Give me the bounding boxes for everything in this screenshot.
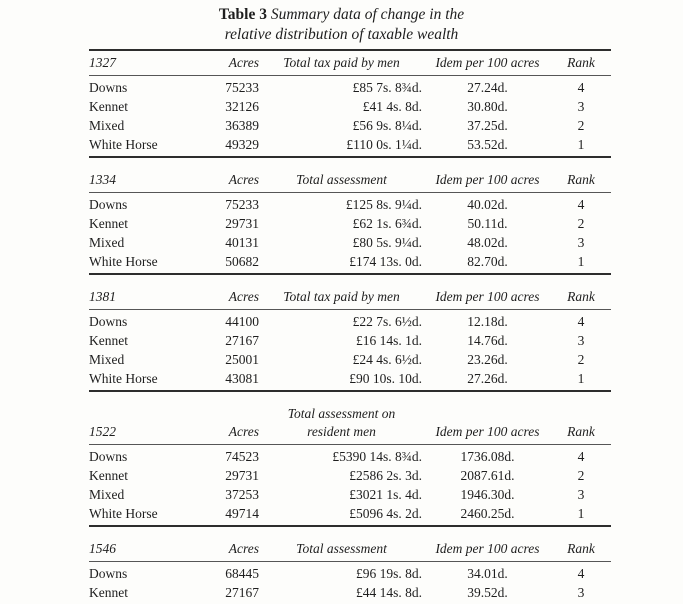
table-row bbox=[89, 350, 611, 369]
subtable bbox=[89, 285, 611, 392]
subtable bbox=[89, 537, 611, 604]
cell-amount: £22 7s. 6½d. bbox=[352, 314, 422, 329]
cell-amount: £16 14s. 1d. bbox=[355, 333, 422, 348]
cell-rank: 2 bbox=[577, 468, 585, 483]
cell-region: Downs bbox=[89, 566, 128, 581]
subtable-header-row bbox=[89, 285, 611, 310]
table-row bbox=[89, 97, 611, 116]
cell-amount: £24 4s. 6½d. bbox=[352, 352, 422, 367]
acres-header: Acres bbox=[228, 541, 259, 556]
cell-idem: 27.26d. bbox=[467, 371, 508, 386]
table-row bbox=[89, 564, 611, 583]
table-row bbox=[89, 252, 611, 271]
amount-header-line: Total assessment bbox=[296, 541, 387, 556]
cell-region: Downs bbox=[89, 314, 128, 329]
cell-rank: 4 bbox=[577, 566, 585, 581]
cell-region: Kennet bbox=[89, 333, 128, 348]
idem-header: Idem per 100 acres bbox=[435, 55, 540, 70]
cell-amount: £62 1s. 6¾d. bbox=[352, 216, 422, 231]
cell-amount: £80 5s. 9¼d. bbox=[352, 235, 422, 250]
amount-header bbox=[259, 171, 424, 189]
idem-header: Idem per 100 acres bbox=[435, 172, 540, 187]
idem-header: Idem per 100 acres bbox=[435, 541, 540, 556]
cell-idem: 39.52d. bbox=[467, 585, 508, 600]
cell-region: White Horse bbox=[89, 137, 158, 152]
cell-rank: 3 bbox=[577, 585, 585, 600]
cell-rank: 1 bbox=[577, 254, 585, 269]
amount-header-line: resident men bbox=[307, 424, 376, 439]
year-header: 1546 bbox=[89, 541, 116, 556]
table-row bbox=[89, 135, 611, 154]
table-row bbox=[89, 312, 611, 331]
table-row bbox=[89, 78, 611, 97]
cell-acres: 27167 bbox=[225, 585, 259, 600]
table-caption bbox=[0, 0, 683, 45]
cell-acres: 29731 bbox=[225, 468, 259, 483]
cell-amount: £5096 4s. 2d. bbox=[349, 506, 422, 521]
cell-acres: 49714 bbox=[225, 506, 259, 521]
cell-rank: 3 bbox=[577, 487, 585, 502]
idem-header: Idem per 100 acres bbox=[435, 289, 540, 304]
cell-idem: 2087.61d. bbox=[460, 468, 515, 483]
cell-region: Mixed bbox=[89, 352, 125, 367]
table-body bbox=[89, 193, 611, 273]
cell-amount: £85 7s. 8¾d. bbox=[352, 80, 422, 95]
acres-header: Acres bbox=[228, 55, 259, 70]
table-row bbox=[89, 116, 611, 135]
table-row bbox=[89, 195, 611, 214]
table-body bbox=[89, 76, 611, 156]
cell-acres: 32126 bbox=[225, 99, 259, 114]
cell-amount: £41 4s. 8d. bbox=[362, 99, 422, 114]
subtable-header-row bbox=[89, 537, 611, 562]
amount-header bbox=[259, 54, 424, 72]
cell-idem: 53.52d. bbox=[467, 137, 508, 152]
subtable-header-row bbox=[89, 51, 611, 76]
cell-amount: £174 13s. 0d. bbox=[349, 254, 422, 269]
table-row bbox=[89, 504, 611, 523]
cell-idem: 12.18d. bbox=[467, 314, 508, 329]
table-body bbox=[89, 445, 611, 525]
cell-acres: 75233 bbox=[225, 197, 259, 212]
cell-rank: 4 bbox=[577, 80, 585, 95]
caption-title-line-1: Summary data of change in the bbox=[270, 6, 465, 23]
cell-region: Kennet bbox=[89, 585, 128, 600]
cell-acres: 50682 bbox=[225, 254, 259, 269]
year-header: 1334 bbox=[89, 172, 116, 187]
cell-region: Kennet bbox=[89, 216, 128, 231]
cell-region: Kennet bbox=[89, 468, 128, 483]
caption-table-number: Table 3 bbox=[218, 6, 267, 23]
cell-idem: 27.24d. bbox=[467, 80, 508, 95]
year-header: 1522 bbox=[89, 424, 116, 439]
cell-acres: 37253 bbox=[225, 487, 259, 502]
cell-idem: 1946.30d. bbox=[460, 487, 515, 502]
cell-amount: £90 10s. 10d. bbox=[349, 371, 422, 386]
cell-region: Downs bbox=[89, 197, 128, 212]
table-row bbox=[89, 331, 611, 350]
amount-header-line: Total tax paid by men bbox=[283, 289, 400, 304]
acres-header: Acres bbox=[228, 289, 259, 304]
acres-header: Acres bbox=[228, 172, 259, 187]
cell-acres: 44100 bbox=[225, 314, 259, 329]
cell-idem: 23.26d. bbox=[467, 352, 508, 367]
cell-amount: £44 14s. 8d. bbox=[355, 585, 422, 600]
cell-region: Mixed bbox=[89, 487, 125, 502]
cell-region: Mixed bbox=[89, 235, 125, 250]
table-row bbox=[89, 583, 611, 602]
cell-rank: 2 bbox=[577, 352, 585, 367]
summary-tables bbox=[89, 49, 611, 604]
subtable bbox=[89, 49, 611, 158]
table-row bbox=[89, 214, 611, 233]
cell-idem: 37.25d. bbox=[467, 118, 508, 133]
cell-region: White Horse bbox=[89, 506, 158, 521]
cell-region: Downs bbox=[89, 449, 128, 464]
cell-region: White Horse bbox=[89, 371, 158, 386]
subtable bbox=[89, 402, 611, 527]
year-header: 1327 bbox=[89, 55, 116, 70]
cell-amount: £3021 1s. 4d. bbox=[349, 487, 422, 502]
cell-acres: 49329 bbox=[225, 137, 259, 152]
table-row bbox=[89, 369, 611, 388]
cell-rank: 1 bbox=[577, 371, 585, 386]
cell-rank: 4 bbox=[577, 449, 585, 464]
amount-header bbox=[259, 540, 424, 558]
rank-header: Rank bbox=[567, 541, 595, 556]
amount-header-line: Total assessment on bbox=[287, 406, 396, 421]
cell-region: Kennet bbox=[89, 99, 128, 114]
cell-amount: £96 19s. 8d. bbox=[355, 566, 422, 581]
table-row bbox=[89, 233, 611, 252]
table-body bbox=[89, 562, 611, 604]
idem-header: Idem per 100 acres bbox=[435, 424, 540, 439]
cell-acres: 25001 bbox=[225, 352, 259, 367]
cell-acres: 40131 bbox=[225, 235, 259, 250]
rank-header: Rank bbox=[567, 55, 595, 70]
cell-idem: 14.76d. bbox=[467, 333, 508, 348]
cell-region: Downs bbox=[89, 80, 128, 95]
caption-line-1 bbox=[0, 5, 683, 25]
cell-rank: 2 bbox=[577, 216, 585, 231]
cell-rank: 3 bbox=[577, 235, 585, 250]
cell-amount: £125 8s. 9¼d. bbox=[345, 197, 422, 212]
cell-amount: £110 0s. 1¼d. bbox=[346, 137, 422, 152]
cell-rank: 4 bbox=[577, 314, 585, 329]
cell-rank: 1 bbox=[577, 137, 585, 152]
cell-acres: 29731 bbox=[225, 216, 259, 231]
cell-idem: 40.02d. bbox=[467, 197, 508, 212]
cell-idem: 82.70d. bbox=[467, 254, 508, 269]
table-row bbox=[89, 447, 611, 466]
cell-acres: 74523 bbox=[225, 449, 259, 464]
cell-rank: 2 bbox=[577, 118, 585, 133]
amount-header-line: Total tax paid by men bbox=[283, 55, 400, 70]
caption-title-line-2: relative distribution of taxable wealth bbox=[224, 26, 459, 43]
amount-header bbox=[259, 288, 424, 306]
amount-header-line: Total assessment bbox=[296, 172, 387, 187]
rank-header: Rank bbox=[567, 424, 595, 439]
rank-header: Rank bbox=[567, 172, 595, 187]
amount-header bbox=[259, 405, 424, 441]
cell-amount: £5390 14s. 8¾d. bbox=[332, 449, 422, 464]
table-body bbox=[89, 310, 611, 390]
table-row bbox=[89, 466, 611, 485]
table-row bbox=[89, 485, 611, 504]
cell-region: Mixed bbox=[89, 118, 125, 133]
cell-rank: 3 bbox=[577, 333, 585, 348]
cell-amount: £56 9s. 8¼d. bbox=[352, 118, 422, 133]
subtable-header-row bbox=[89, 402, 611, 445]
cell-idem: 1736.08d. bbox=[460, 449, 515, 464]
year-header: 1381 bbox=[89, 289, 116, 304]
cell-rank: 1 bbox=[577, 506, 585, 521]
cell-acres: 27167 bbox=[225, 333, 259, 348]
cell-region: White Horse bbox=[89, 254, 158, 269]
rank-header: Rank bbox=[567, 289, 595, 304]
cell-acres: 36389 bbox=[225, 118, 259, 133]
subtable-header-row bbox=[89, 168, 611, 193]
subtable bbox=[89, 168, 611, 275]
cell-acres: 43081 bbox=[225, 371, 259, 386]
cell-acres: 68445 bbox=[225, 566, 259, 581]
cell-idem: 30.80d. bbox=[467, 99, 508, 114]
cell-acres: 75233 bbox=[225, 80, 259, 95]
cell-rank: 4 bbox=[577, 197, 585, 212]
acres-header: Acres bbox=[228, 424, 259, 439]
cell-rank: 3 bbox=[577, 99, 585, 114]
cell-idem: 50.11d. bbox=[467, 216, 508, 231]
cell-idem: 48.02d. bbox=[467, 235, 508, 250]
cell-idem: 2460.25d. bbox=[460, 506, 515, 521]
cell-idem: 34.01d. bbox=[467, 566, 508, 581]
cell-amount: £2586 2s. 3d. bbox=[349, 468, 422, 483]
